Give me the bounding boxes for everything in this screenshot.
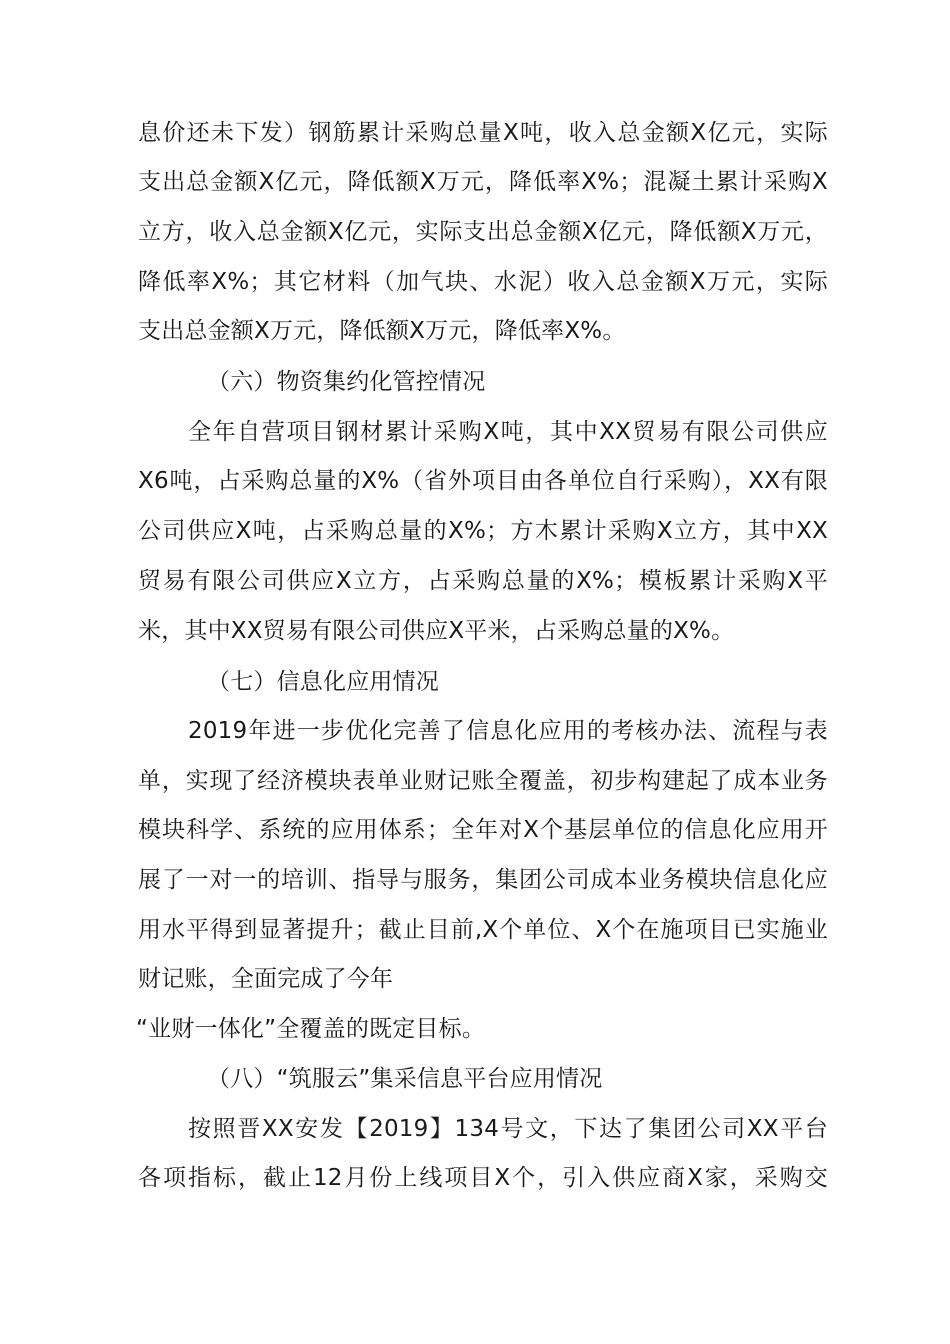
- paragraph-line-1: 息价还未下发）钢筋累计采购总量X吨，收入总金额X亿元，实际: [138, 120, 828, 146]
- paragraph-line-22: 各项指标，截止12月份上线项目X个，引入供应商X家，采购交: [138, 1165, 828, 1191]
- paragraph-line-2: 支出总金额X亿元，降低额X万元，降低率X%；混凝土累计采购X: [138, 169, 828, 195]
- paragraph-line-9: 公司供应X吨，占采购总量的X%；方木累计采购X立方，其中XX: [138, 518, 828, 544]
- paragraph-line-16: 展了一对一的培训、指导与服务，集团公司成本业务模块信息化应: [138, 867, 828, 893]
- paragraph-line-18: 财记账，全面完成了今年: [138, 966, 394, 992]
- section-heading-6: （六）物资集约化管控情况: [207, 369, 486, 395]
- paragraph-line-7: 全年自营项目钢材累计采购X吨，其中XX贸易有限公司供应: [188, 419, 828, 445]
- paragraph-line-15: 模块科学、系统的应用体系；全年对X个基层单位的信息化应用开: [138, 817, 828, 843]
- paragraph-line-10: 贸易有限公司供应X立方，占采购总量的X%；模板累计采购X平: [138, 568, 828, 594]
- section-heading-7: （七）信息化应用情况: [207, 669, 439, 695]
- paragraph-line-11: 米，其中XX贸易有限公司供应X平米，占采购总量的X%。: [138, 618, 735, 644]
- paragraph-line-19: “业财一体化”全覆盖的既定目标。: [136, 1016, 486, 1042]
- paragraph-line-8: X6吨，占采购总量的X%（省外项目由各单位自行采购），XX有限: [138, 468, 828, 494]
- paragraph-line-5: 支出总金额X万元，降低额X万元，降低率X%。: [138, 318, 626, 344]
- paragraph-line-17: 用水平得到显著提升；截止目前,X个单位、X个在施项目已实施业: [138, 917, 828, 943]
- paragraph-line-4: 降低率X%；其它材料（加气块、水泥）收入总金额X万元，实际: [138, 269, 828, 295]
- paragraph-line-14: 单，实现了经济模块表单业财记账全覆盖，初步构建起了成本业务: [138, 768, 828, 794]
- section-heading-8: （八）“筑服云”集采信息平台应用情况: [207, 1066, 603, 1092]
- paragraph-line-21: 按照晋XX安发【2019】134号文，下达了集团公司XX平台: [188, 1116, 828, 1142]
- paragraph-line-13: 2019年进一步优化完善了信息化应用的考核办法、流程与表: [188, 718, 828, 744]
- paragraph-line-3: 立方，收入总金额X亿元，实际支出总金额X亿元，降低额X万元，: [138, 219, 828, 245]
